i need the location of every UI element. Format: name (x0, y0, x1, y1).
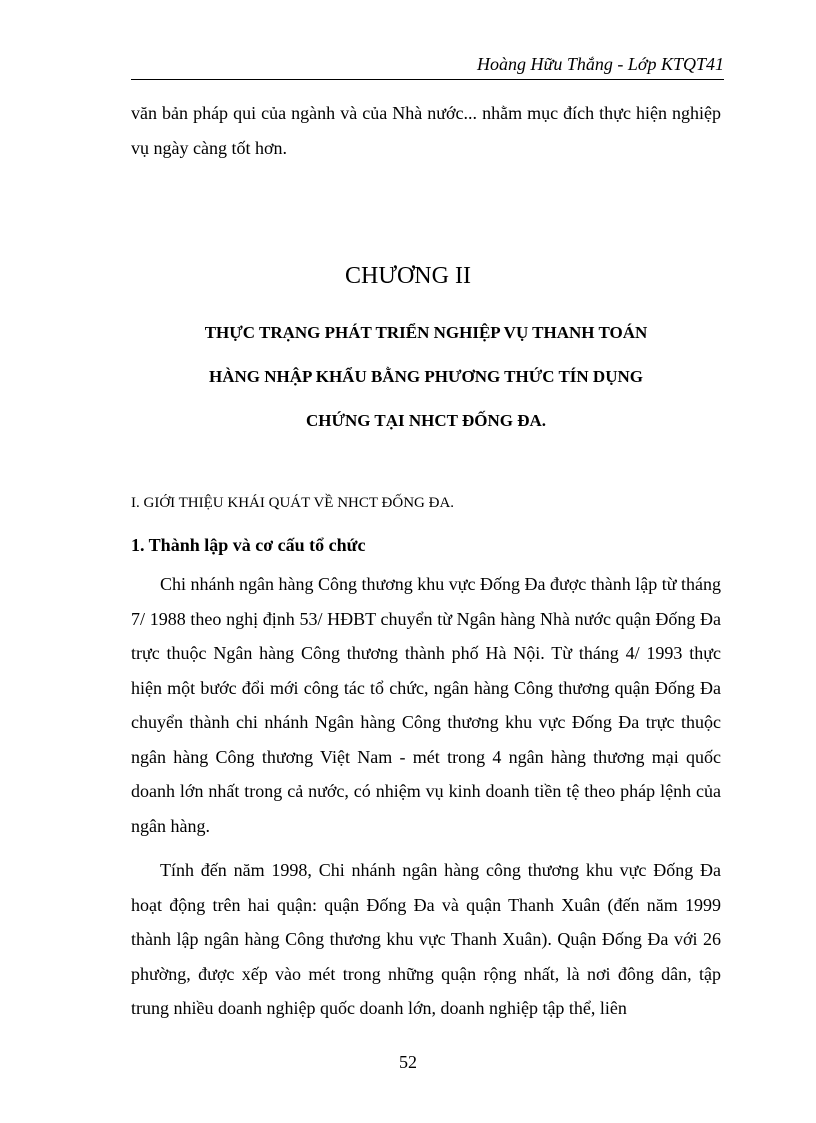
section-heading: I. GIỚI THIỆU KHÁI QUÁT VỀ NHCT ĐỐNG ĐA. (131, 495, 455, 511)
continuation-paragraph: văn bản pháp qui của ngành và của Nhà nước... nhằm mục đích thực hiện nghiệp vụ ngày càng tốt hơn. (131, 103, 721, 158)
running-header: Hoàng Hữu Thắng - Lớp KTQT41 (477, 54, 724, 74)
chapter-title (131, 311, 721, 443)
subsection-heading: 1. Thành lập và cơ cấu tổ chức (131, 535, 366, 555)
chapter-label: CHƯƠNG II (345, 263, 471, 289)
chapter-title-line-1: THỰC TRẠNG PHÁT TRIỂN NGHIỆP VỤ THANH TOÁN (204, 323, 648, 342)
header-rule (131, 79, 724, 80)
paragraph-2: Tính đến năm 1998, Chi nhánh ngân hàng công thương khu vực Đống Đa hoạt động trên hai quận: quận Đống Đa và quận Thanh Xuân (đến năm 1999 thành lập ngân hàng Công thương khu vực Thanh Xuân). Quận Đống Đa với 26 phường, được xếp vào mét trong những quận rộng nhất, là nơi đông dân, tập trung nhiều doanh nghiệp quốc doanh lớn, doanh nghiệp tập thể, liên (131, 860, 721, 1018)
chapter-title-line-3: CHỨNG TẠI NHCT ĐỐNG ĐA. (305, 411, 547, 430)
page-number: 52 (399, 1052, 417, 1072)
chapter-title-line-2: HÀNG NHẬP KHẨU BẰNG PHƯƠNG THỨC TÍN DỤNG (209, 367, 643, 386)
paragraph-1: Chi nhánh ngân hàng Công thương khu vực Đống Đa được thành lập từ tháng 7/ 1988 theo nghị định 53/ HĐBT chuyển từ Ngân hàng Nhà nước quận Đống Đa trực thuộc Ngân hàng Công thương thành phố Hà Nội. Từ tháng 4/ 1993 thực hiện một bước đổi mới công tác tổ chức, ngân hàng Công thương quận Đống Đa chuyển thành chi nhánh Ngân hàng Công thương khu vực Đống Đa trực thuộc ngân hàng Công thương Việt Nam - mét trong 4 ngân hàng thương mại quốc doanh lớn nhất trong cả nước, có nhiệm vụ kinh doanh tiền tệ theo pháp lệnh của ngân hàng. (131, 574, 721, 836)
